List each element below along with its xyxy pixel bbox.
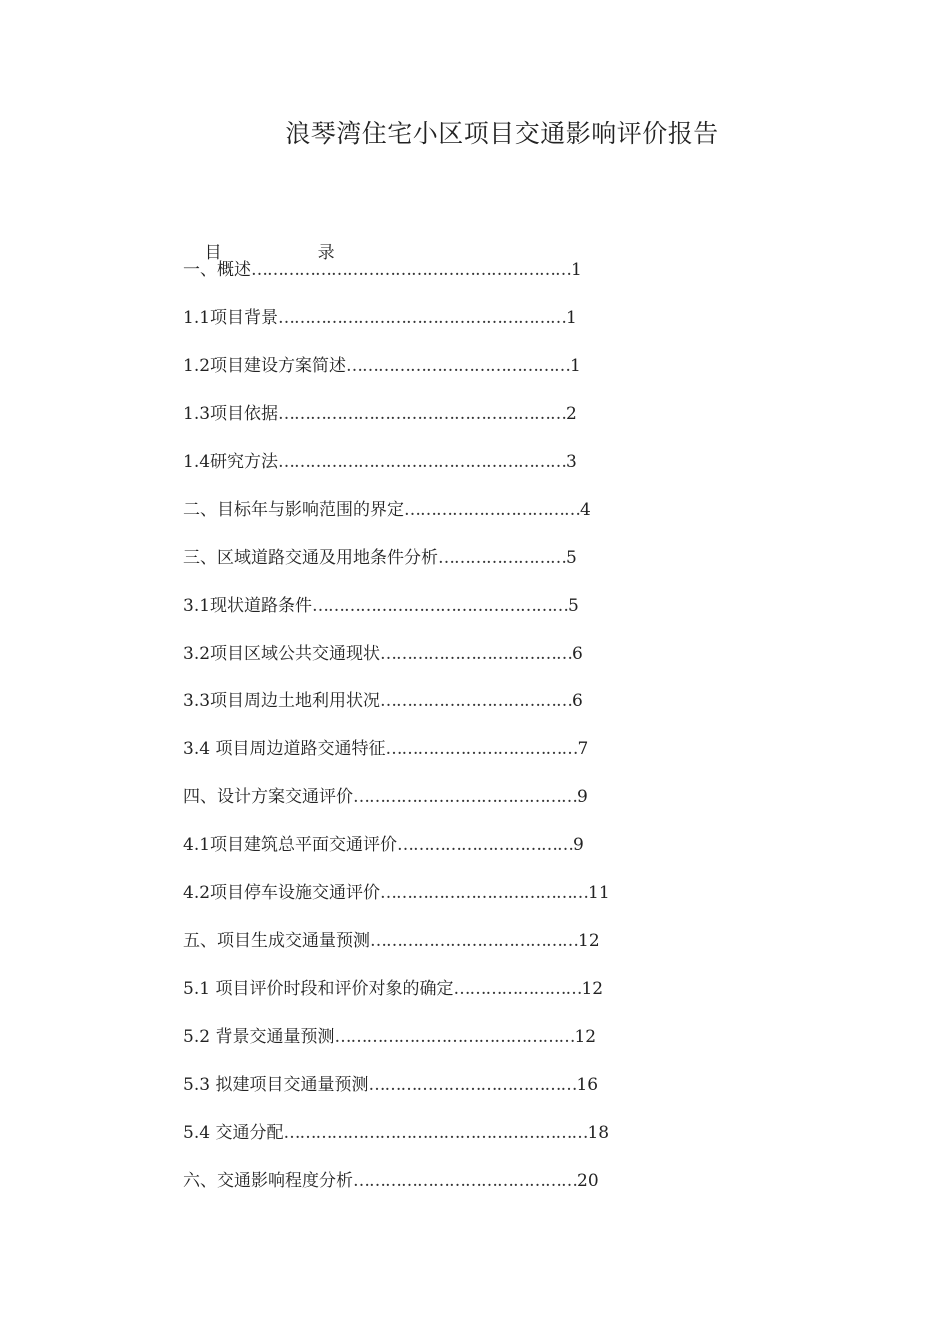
toc-entry-page: 6 [572,643,583,664]
toc-entry[interactable] [183,399,643,447]
toc-entry-label: 1.4研究方法 [183,451,279,472]
toc-entry-page: 5 [568,595,579,616]
toc-entry-label: 四、设计方案交通评价 [183,787,353,808]
toc-entry[interactable] [183,974,643,1022]
toc-entry-page: 12 [578,931,600,952]
toc-heading-char-1: 目 [204,243,222,263]
toc-entry-label: 3.3项目周边土地利用状况 [183,691,381,712]
toc-leader-dots: ……………………………… [385,739,578,760]
toc-entry-label: 1.3项目依据 [183,403,279,424]
toc-entry[interactable] [183,686,643,734]
toc-leader-dots: ……………………………………………… [278,451,567,472]
toc-entry[interactable] [183,303,643,351]
toc-entry[interactable] [183,926,643,974]
document-title: 浪琴湾住宅小区项目交通影响评价报告 [285,119,719,148]
toc-entry-label: 4.2项目停车设施交通评价 [183,883,381,904]
toc-leader-dots: ……………………………………… [334,1027,575,1047]
toc-entry[interactable] [183,639,643,687]
toc-entry-page: 9 [577,787,588,808]
toc-entry[interactable] [183,734,643,782]
toc-entry-page: 12 [574,1027,597,1047]
toc-entry-label: 三、区域道路交通及用地条件分析 [183,547,438,568]
toc-entry-label: 5.3 拟建项目交通量预测 [183,1074,369,1095]
toc-entry[interactable] [183,591,643,639]
toc-leader-dots: …………………… [438,547,566,568]
toc-entry[interactable] [183,830,643,878]
toc-entry[interactable] [183,255,643,303]
toc-leader-dots: ……………………………………………… [278,403,567,424]
toc-entry-page: 6 [572,691,583,712]
toc-entry-page: 1 [571,260,582,280]
toc-leader-dots: …………………………………… [353,787,577,808]
toc-entry-page: 4 [580,499,591,520]
toc-entry[interactable] [183,782,643,830]
toc-leader-dots: ……………………………… [380,643,573,664]
toc-entry-label: 六、交通影响程度分析 [183,1170,353,1191]
toc-entry-page: 2 [566,403,577,424]
toc-entry[interactable] [183,1118,643,1166]
toc-entry-label: 五、项目生成交通量预测 [183,931,370,952]
toc-entry[interactable] [183,1022,643,1070]
toc-entry-page: 7 [577,739,589,760]
toc-leader-dots: ………………………………… [380,883,589,904]
toc-entry-label: 3.4 项目周边道路交通特征 [183,739,386,760]
toc-entry-page: 9 [573,835,584,856]
toc-entry-page: 20 [577,1170,599,1191]
toc-entry-label: 3.2项目区域公共交通现状 [183,643,381,664]
toc-entry[interactable] [183,543,643,591]
toc-entry[interactable] [183,1166,643,1214]
table-of-contents [183,255,643,1214]
toc-entry-page: 12 [581,979,604,1000]
toc-entry-page: 16 [576,1074,599,1095]
toc-entry[interactable] [183,351,643,399]
toc-entry-label: 1.1项目背景 [183,307,279,328]
toc-entry-page: 11 [588,883,610,904]
toc-leader-dots: …………………………………… [346,355,571,376]
toc-entry-label: 3.1现状道路条件 [183,595,313,616]
toc-leader-dots: …………………………………………………… [251,260,571,280]
toc-entry-label: 一、概述 [183,260,251,280]
toc-entry-page: 1 [566,307,577,328]
toc-entry[interactable] [183,878,643,926]
toc-entry-label: 5.1 项目评价时段和评价对象的确定 [183,979,454,1000]
toc-leader-dots: …………………………… [397,835,574,856]
toc-leader-dots: …………………………… [404,499,580,520]
toc-entry-page: 1 [570,355,581,376]
toc-entry-label: 1.2项目建设方案简述 [183,355,347,376]
toc-entry-label: 二、目标年与影响范围的界定 [183,499,404,520]
toc-leader-dots: ………………………………………… [312,595,569,616]
toc-entry[interactable] [183,1070,643,1118]
toc-entry-label: 4.1项目建筑总平面交通评价 [183,835,398,856]
toc-leader-dots: ………………………………… [368,1074,577,1095]
toc-leader-dots: ………………………………………………… [283,1122,588,1143]
toc-entry-page: 5 [566,547,577,568]
toc-entry[interactable] [183,447,643,495]
toc-leader-dots: ……………………………………………… [278,307,567,328]
toc-entry-page: 18 [587,1122,610,1143]
toc-leader-dots: ……………………………… [380,691,573,712]
toc-leader-dots: ………………………………… [370,931,578,952]
toc-entry-label: 5.4 交通分配 [183,1122,284,1143]
toc-heading-char-2: 录 [317,243,335,263]
toc-leader-dots: …………………………………… [353,1170,577,1191]
toc-leader-dots: …………………… [453,979,582,1000]
toc-entry-page: 3 [566,451,577,472]
toc-entry[interactable] [183,495,643,543]
toc-entry-label: 5.2 背景交通量预测 [183,1027,335,1047]
